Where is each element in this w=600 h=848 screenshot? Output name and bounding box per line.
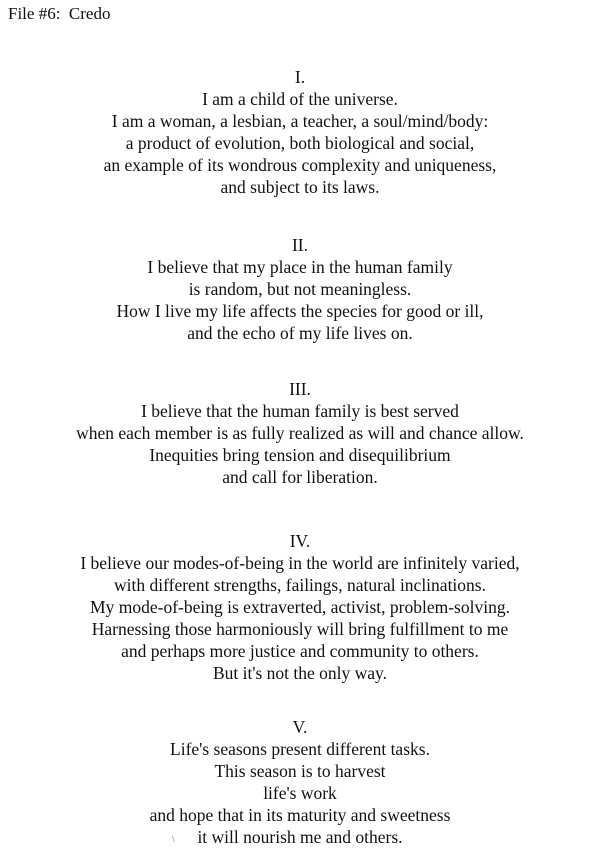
credo-line: I am a child of the universe.: [202, 89, 398, 109]
credo-line: and perhaps more justice and community to others.: [121, 641, 479, 661]
credo-section-4: [0, 530, 600, 684]
credo-line: How I live my life affects the species for good or ill,: [116, 301, 484, 321]
credo-line: and the echo of my life lives on.: [187, 323, 413, 343]
section-numeral: III.: [289, 379, 311, 399]
section-numeral: V.: [292, 717, 308, 737]
credo-line: when each member is as fully realized as will and chance allow.: [76, 423, 524, 443]
credo-line: it will nourish me and others.: [197, 827, 403, 847]
credo-line: This season is to harvest: [214, 761, 386, 781]
credo-line: with different strengths, failings, natural inclinations.: [114, 575, 486, 595]
credo-section-3: [0, 378, 600, 488]
credo-line: Inequities bring tension and disequilibrium: [149, 445, 451, 465]
credo-line: Life's seasons present different tasks.: [170, 739, 430, 759]
credo-line: and hope that in its maturity and sweetness: [149, 805, 451, 825]
credo-section-5: [0, 716, 600, 848]
credo-line: a product of evolution, both biological and social,: [125, 133, 475, 153]
credo-line: life's work: [263, 783, 337, 803]
credo-line: and subject to its laws.: [220, 177, 380, 197]
section-numeral: II.: [291, 235, 309, 255]
scan-speck: \: [172, 834, 175, 844]
credo-line: an example of its wondrous complexity and uniqueness,: [103, 155, 497, 175]
credo-section-2: [0, 234, 600, 344]
credo-line: and call for liberation.: [222, 467, 378, 487]
credo-line: Harnessing those harmoniously will bring fulfillment to me: [91, 619, 509, 639]
credo-line: My mode-of-being is extraverted, activist, problem-solving.: [90, 597, 510, 617]
file-title: File #6: Credo: [8, 4, 111, 23]
credo-line: I believe that the human family is best served: [141, 401, 459, 421]
credo-line: I am a woman, a lesbian, a teacher, a soul/mind/body:: [111, 111, 489, 131]
credo-line: But it's not the only way.: [212, 663, 388, 683]
section-numeral: I.: [294, 67, 306, 87]
credo-line: I believe that my place in the human family: [147, 257, 453, 277]
credo-line: is random, but not meaningless.: [188, 279, 412, 299]
credo-line: I believe our modes-of-being in the world are infinitely varied,: [80, 553, 520, 573]
section-numeral: IV.: [289, 531, 311, 551]
credo-section-1: [0, 66, 600, 198]
